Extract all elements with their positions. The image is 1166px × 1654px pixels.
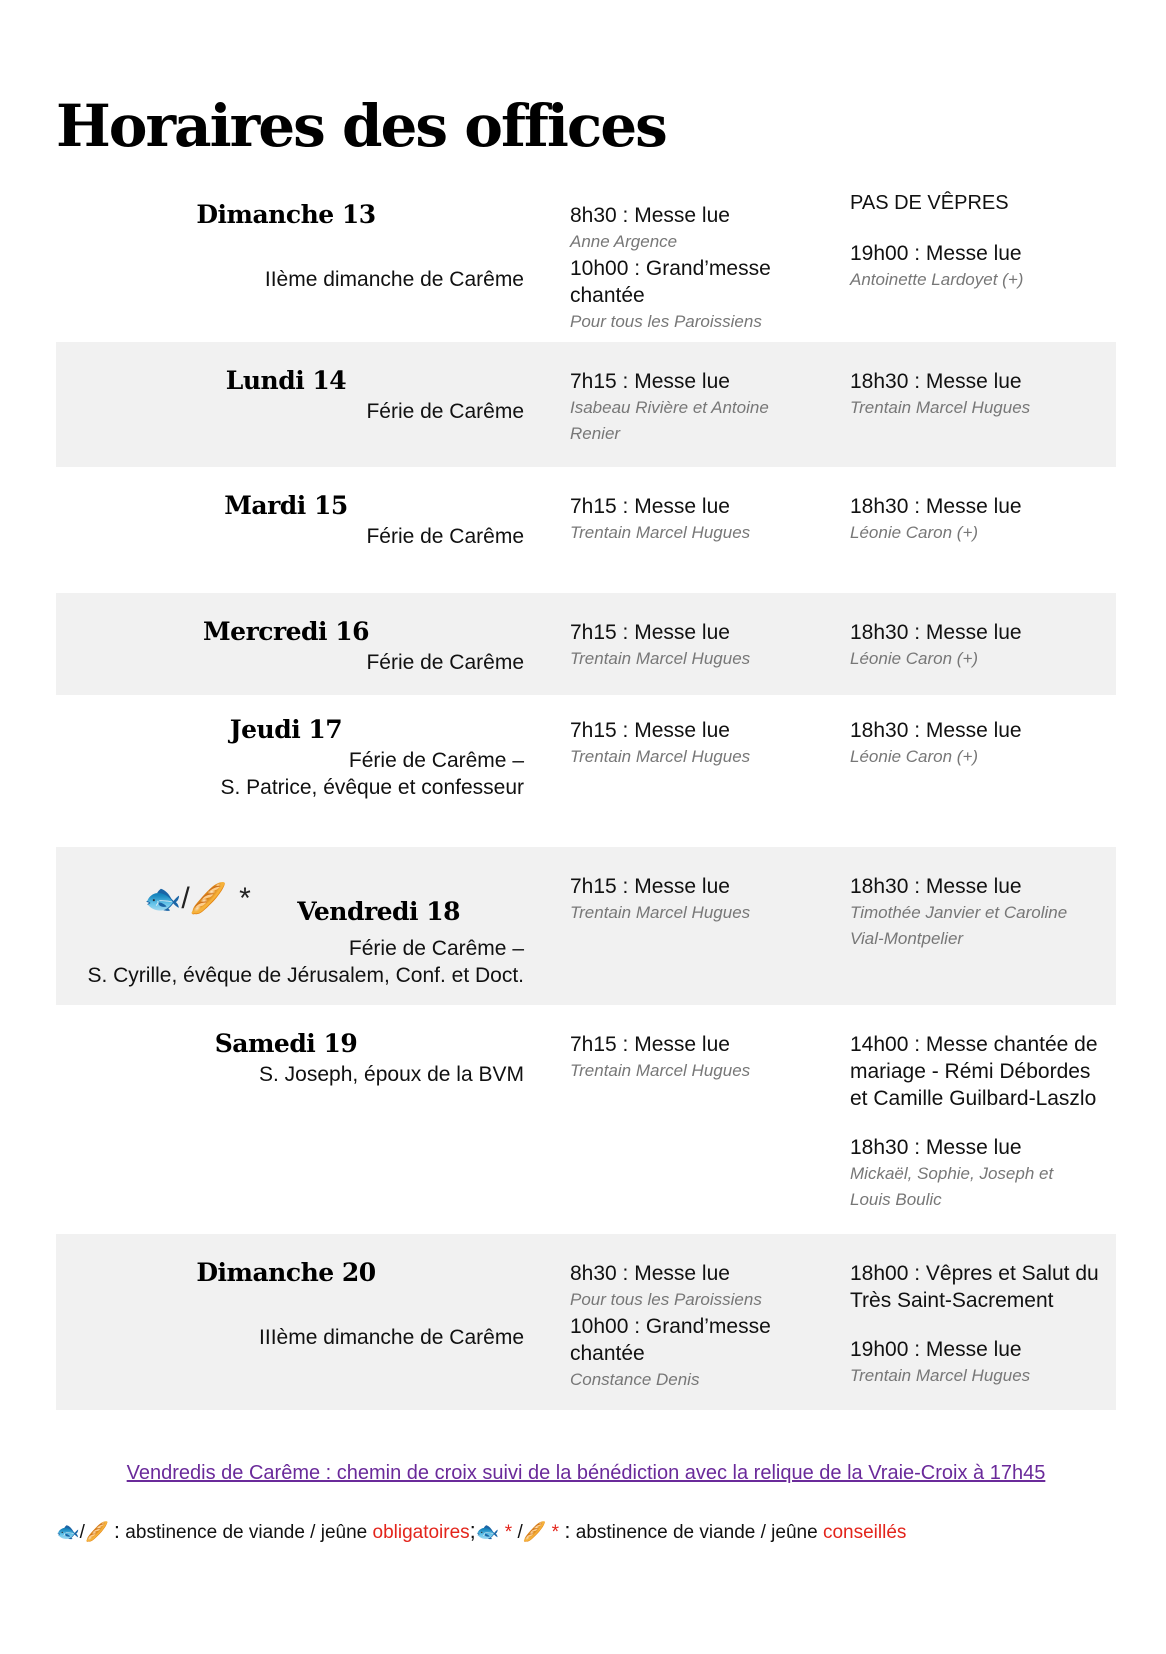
service-time: 18h30 : Messe lue: [850, 495, 1022, 518]
evening-services: [850, 368, 1112, 421]
feast-line: S. Patrice, évêque et confesseur: [220, 776, 524, 799]
morning-services: [570, 493, 820, 546]
evening-services: [850, 493, 1112, 546]
mass-intention: Isabeau Rivière et Antoine Renier: [570, 398, 769, 443]
asterisk-icon: *: [239, 882, 251, 916]
service-time: 7h15 : Messe lue: [570, 370, 730, 393]
legend-mandatory: obligatoires: [372, 1522, 470, 1543]
day-row: [56, 593, 1116, 695]
day-name: Jeudi 17: [229, 715, 343, 744]
service-time: 7h15 : Messe lue: [570, 621, 730, 644]
mass-intention: Trentain Marcel Hugues: [850, 1366, 1031, 1385]
asterisk-icon: *: [551, 1522, 560, 1543]
bread-icon: 🥖: [84, 1522, 109, 1543]
mass-intention: Constance Denis: [570, 1370, 700, 1389]
no-vespers-note: PAS DE VÊPRES: [850, 192, 1009, 214]
service-time: 18h30 : Messe lue: [850, 875, 1022, 898]
bread-icon: 🥖: [189, 882, 228, 916]
slash-separator: /: [79, 1522, 85, 1543]
evening-services: [850, 1031, 1112, 1213]
feast-line: Férie de Carême: [366, 525, 524, 548]
service-time: 7h15 : Messe lue: [570, 875, 730, 898]
evening-services: [850, 1260, 1112, 1389]
day-row: [56, 1005, 1116, 1234]
wedding-mass-label: 14h00 : Messe chantée de mariage: [850, 1033, 1098, 1083]
service-time: 8h30 : Messe lue: [570, 204, 730, 227]
service-time: [850, 1031, 1112, 1112]
service-time: 18h30 : Messe lue: [850, 719, 1022, 742]
fasting-icons: [144, 881, 251, 917]
evening-services: [850, 619, 1112, 672]
mass-intention: Mickaël, Sophie, Joseph et Louis Boulic: [850, 1164, 1054, 1209]
mass-intention: Léonie Caron (+): [850, 523, 979, 542]
fish-icon: 🐟: [56, 1522, 80, 1543]
feast-line: Férie de Carême –: [348, 749, 524, 772]
legend-colon: :: [564, 1518, 571, 1543]
feast-line: S. Cyrille, évêque de Jérusalem, Conf. et Doct.: [87, 964, 524, 987]
day-name: Dimanche 13: [196, 200, 376, 229]
day-name: Mercredi 16: [202, 617, 370, 646]
evening-services: [850, 190, 1112, 293]
mass-intention: Léonie Caron (+): [850, 649, 979, 668]
service-time: 18h30 : Messe lue: [850, 1136, 1022, 1159]
service-time: 7h15 : Messe lue: [570, 719, 730, 742]
service-time: 18h30 : Messe lue: [850, 621, 1022, 644]
mass-intention: Anne Argence: [570, 232, 678, 251]
service-time: 19h00 : Messe lue: [850, 1338, 1022, 1361]
lent-fridays-notice: Vendredis de Carême : chemin de croix suivi de la bénédiction avec la relique de la Vraie-Croix à 17h45: [126, 1462, 1046, 1484]
morning-services: [570, 717, 820, 770]
feast-line: Férie de Carême: [366, 651, 524, 674]
schedule-table: [56, 190, 1116, 1410]
bread-icon: 🥖: [522, 1522, 547, 1543]
mass-intention: Pour tous les Paroissiens: [570, 1290, 762, 1309]
service-time: 19h00 : Messe lue: [850, 242, 1022, 265]
legend-text: abstinence de viande / jeûne: [570, 1522, 823, 1543]
morning-services: [570, 202, 820, 335]
day-name: Dimanche 20: [196, 1258, 376, 1287]
morning-services: [570, 1260, 820, 1393]
feast-line: Férie de Carême: [366, 400, 524, 423]
service-time: 18h00 : Vêpres et Salut du Très Saint-Sacrement: [850, 1262, 1099, 1312]
feast-line: S. Joseph, époux de la BVM: [259, 1063, 524, 1086]
mass-intention: Trentain Marcel Hugues: [570, 1061, 751, 1080]
service-time: 7h15 : Messe lue: [570, 1033, 730, 1056]
mass-intention: Trentain Marcel Hugues: [850, 398, 1031, 417]
mass-intention: Timothée Janvier et Caroline Vial-Montpelier: [850, 903, 1068, 948]
day-name: Lundi 14: [225, 366, 347, 395]
day-row: [56, 1234, 1116, 1410]
morning-services: [570, 1031, 820, 1084]
service-time: 7h15 : Messe lue: [570, 495, 730, 518]
mass-intention: Pour tous les Paroissiens: [570, 312, 762, 331]
slash-separator: /: [517, 1522, 523, 1543]
mass-intention: Trentain Marcel Hugues: [570, 747, 751, 766]
day-name: Samedi 19: [214, 1029, 358, 1058]
mass-intention: Trentain Marcel Hugues: [570, 649, 751, 668]
mass-intention: Antoinette Lardoyet (+): [850, 270, 1024, 289]
day-name: Vendredi 18: [297, 897, 460, 926]
mass-intention: Trentain Marcel Hugues: [570, 523, 751, 542]
day-row: [56, 190, 1116, 342]
feast-line: IIème dimanche de Carême: [264, 268, 524, 291]
legend-recommended: conseillés: [822, 1522, 907, 1543]
evening-services: [850, 717, 1112, 770]
wedding-couple: - Rémi Débordes et Camille Guilbard-Laszlo: [850, 1060, 1097, 1110]
legend-text: abstinence de viande / jeûne: [120, 1522, 373, 1543]
service-time: 8h30 : Messe lue: [570, 1262, 730, 1285]
mass-intention: Léonie Caron (+): [850, 747, 979, 766]
mass-intention: Trentain Marcel Hugues: [570, 903, 751, 922]
fish-icon: 🐟: [144, 882, 182, 916]
slash-separator: /: [181, 882, 190, 916]
day-row: [56, 847, 1116, 1005]
legend-colon: :: [113, 1518, 121, 1543]
fish-icon: 🐟: [475, 1522, 500, 1543]
service-time: 18h30 : Messe lue: [850, 370, 1022, 393]
service-time: 10h00 : Grand’messe chantée: [570, 1315, 771, 1365]
day-row: [56, 342, 1116, 467]
page-title: Horaires des offices: [56, 92, 666, 160]
day-name: Mardi 15: [224, 491, 348, 520]
day-row: [56, 695, 1116, 847]
fasting-legend: [56, 1518, 1136, 1544]
legend-separator: ;: [469, 1518, 476, 1543]
feast-line: Férie de Carême –: [348, 937, 524, 960]
feast-line: IIIème dimanche de Carême: [259, 1326, 524, 1349]
morning-services: [570, 873, 820, 926]
day-row: [56, 467, 1116, 593]
service-time: 10h00 : Grand’messe chantée: [570, 257, 771, 307]
morning-services: [570, 368, 820, 447]
morning-services: [570, 619, 820, 672]
asterisk-icon: *: [504, 1522, 513, 1543]
evening-services: [850, 873, 1112, 952]
